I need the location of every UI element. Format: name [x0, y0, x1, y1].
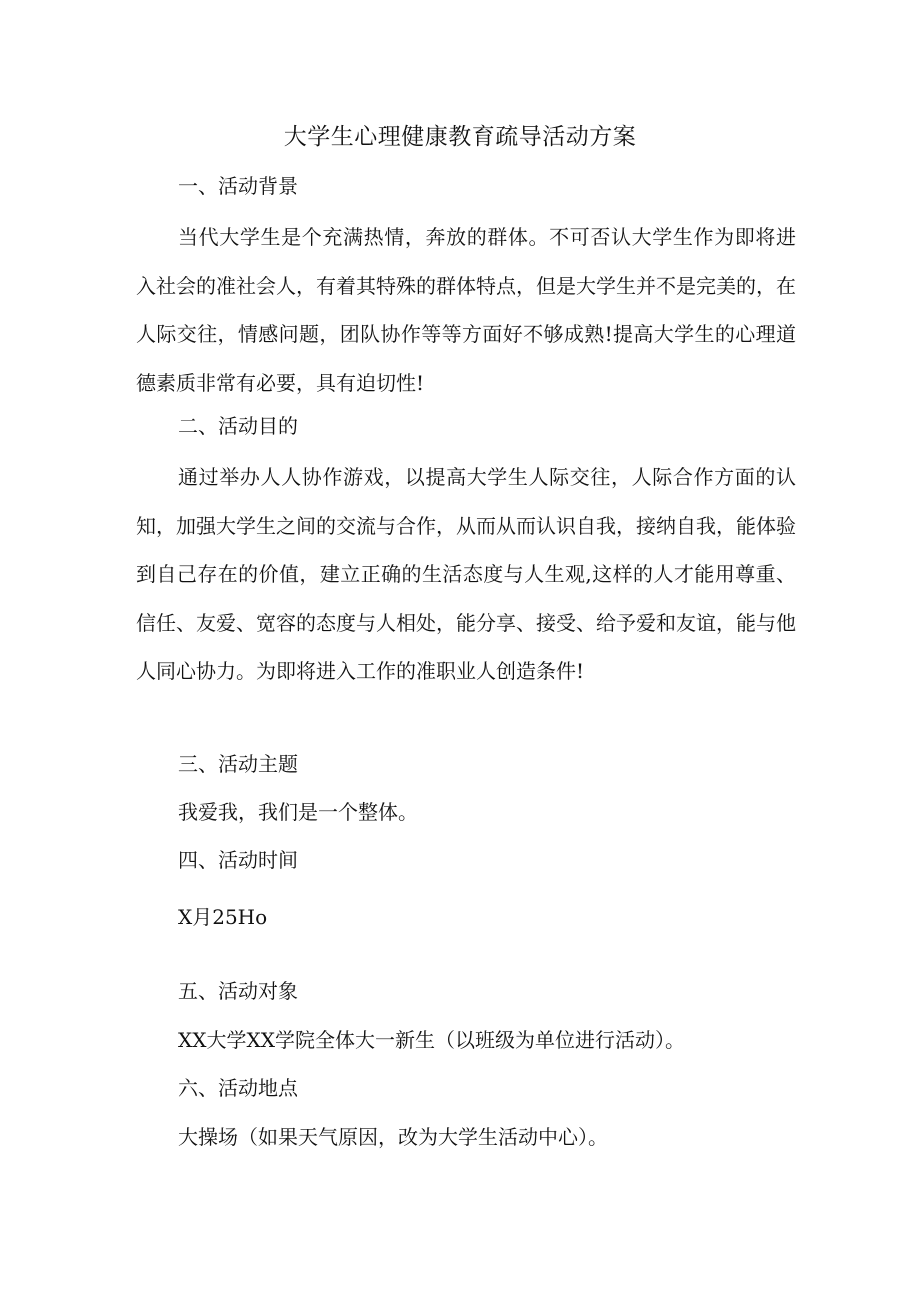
section-heading-audience: 五、活动对象	[178, 979, 298, 1003]
section-body-purpose: 通过举办人人协作游戏，以提高大学生人际交往，人际合作方面的认知，加强大学生之间的交流与合作，从而从而认识自我，接纳自我，能体验到自己存在的价值，建立正确的生活态度与人生观,这样的人才能用尊重、信任、友爱、宽容的态度与人相处，能分享、接受、给予爱和友谊，能与他人同心协力。为即将进入工作的准职业人创造条件!	[136, 465, 796, 683]
section-body-time: X月25Ho	[178, 905, 268, 929]
section-body-theme: 我爱我，我们是一个整体。	[178, 800, 418, 824]
section-body-location: 大操场（如果天气原因，改为大学生活动中心）。	[178, 1125, 608, 1149]
section-heading-background: 一、活动背景	[178, 174, 298, 198]
section-body-audience: XX大学XX学院全体大一新生（以班级为单位进行活动）。	[178, 1028, 685, 1052]
section-heading-location: 六、活动地点	[178, 1076, 298, 1100]
section-heading-time: 四、活动时间	[178, 848, 298, 872]
section-heading-purpose: 二、活动目的	[178, 414, 298, 438]
section-heading-theme: 三、活动主题	[178, 752, 298, 776]
document-title: 大学生心理健康教育疏导活动方案	[283, 124, 637, 150]
section-body-background: 当代大学生是个充满热情，奔放的群体。不可否认大学生作为即将进入社会的准社会人，有着其特殊的群体特点，但是大学生并不是完美的，在人际交往，情感问题，团队协作等等方面好不够成熟!提高大学生的心理道德素质非常有必要，具有迫切性!	[136, 225, 796, 395]
